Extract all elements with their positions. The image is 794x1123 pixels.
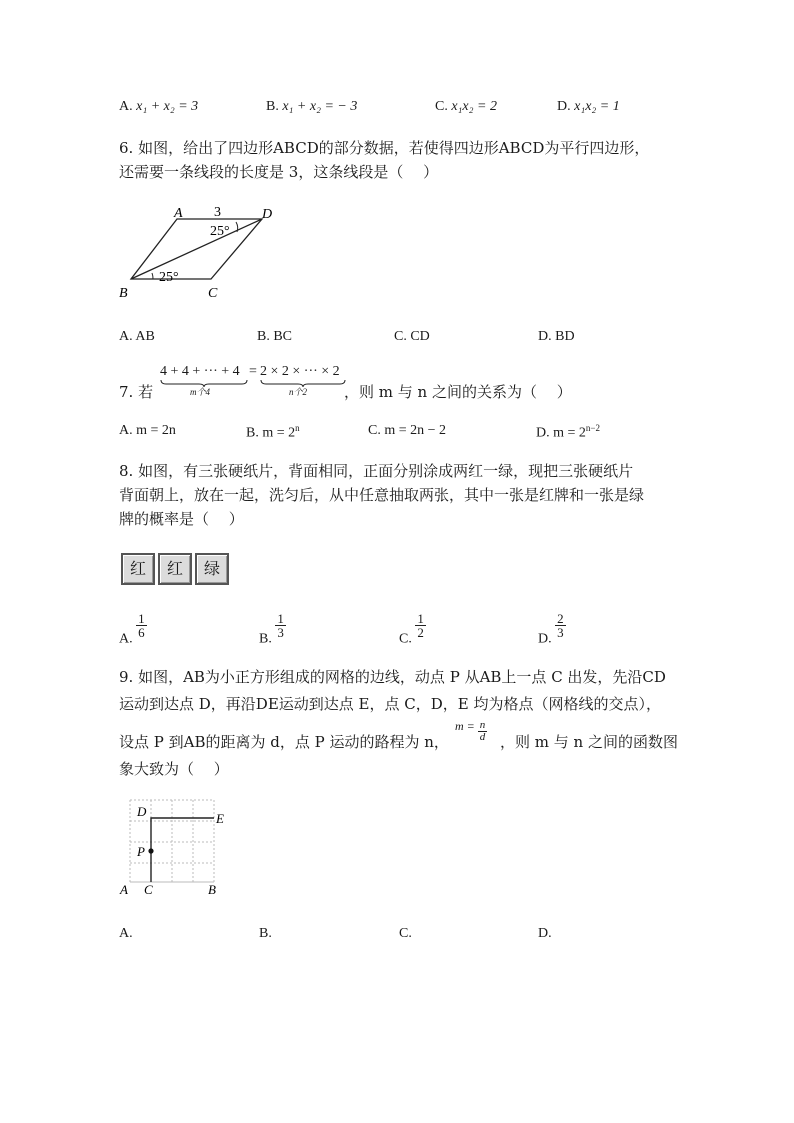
q7-option-d[interactable]	[536, 423, 600, 442]
angle-arc-bottom	[152, 273, 153, 279]
q9-text-line1: 9. 如图，AB为小正方形组成的网格的边线，动点 P 从AB上一点 C 出发，先沿CD	[119, 668, 666, 686]
q8-text-line3: 牌的概率是（ ）	[119, 510, 244, 528]
option-text: B. m = 2	[246, 425, 296, 441]
card-green: 绿	[195, 553, 229, 585]
angle-top-label: 25°	[210, 224, 230, 239]
vertex-b-label: B	[119, 286, 128, 301]
card-red-2: 红	[158, 553, 192, 585]
q8-text-line1: 8. 如图，有三张硬纸片，背面相同，正面分别涂成两红一绿，现把三张硬纸片	[119, 462, 634, 480]
q7-brace-right-label: n个2	[289, 387, 308, 397]
q9-option-a[interactable]: A.	[119, 926, 133, 941]
q9-text-line4: 象大致为（ ）	[119, 760, 229, 778]
option-math: x₁ + x₂ = − 3	[282, 99, 358, 114]
option-math: x₁x₂ = 1	[574, 99, 620, 114]
q8-option-d[interactable]	[538, 612, 566, 648]
label-b: B	[208, 882, 216, 897]
q7-right-product: 2 × 2 × ··· × 2	[260, 364, 340, 379]
option-fraction: $\frac{2}{3}$	[557, 611, 564, 640]
q8-option-b[interactable]	[259, 612, 286, 648]
option-fraction: $\frac{1}{6}$	[138, 611, 145, 640]
option-exponent: n−2	[585, 423, 600, 433]
option-label: B.	[259, 631, 272, 647]
q6-option-b[interactable]: B. BC	[257, 329, 293, 344]
label-e: E	[216, 811, 224, 826]
vertex-d-label: D	[262, 207, 273, 222]
option-exponent: n	[295, 423, 300, 433]
q9-grid-figure	[115, 795, 235, 900]
vertex-a-label: A	[174, 206, 183, 221]
option-label: A.	[119, 631, 133, 647]
fraction-n-over-d: $\frac{n}{d}$	[479, 718, 486, 743]
q6-parallelogram-figure	[115, 200, 290, 305]
label-d: D	[137, 804, 147, 819]
q8-option-c[interactable]	[399, 612, 426, 648]
option-label: B.	[266, 99, 279, 114]
option-label: C.	[399, 631, 412, 647]
q6-text-line1: 6. 如图，给出了四边形ABCD的部分数据，若使得四边形ABCD为平行四边形，	[119, 139, 650, 157]
q7-option-a[interactable]: A. m = 2n	[119, 423, 176, 438]
option-label: D.	[557, 99, 571, 114]
q9-text-line3b: ，则 m 与 n 之间的函数图	[500, 733, 678, 751]
label-p: P	[137, 844, 145, 859]
option-label: C.	[435, 99, 448, 114]
q6-option-d[interactable]: D. BD	[538, 329, 575, 344]
option-label: D.	[538, 631, 552, 647]
option-text: D. m = 2	[536, 425, 586, 441]
side-length-label: 3	[214, 205, 221, 220]
q9-option-c[interactable]: C.	[399, 926, 412, 941]
path-c-d-e	[151, 818, 214, 882]
card-red-1: 红	[121, 553, 155, 585]
option-fraction: $\frac{1}{3}$	[277, 611, 284, 640]
point-p	[148, 848, 153, 853]
q9-option-b[interactable]: B.	[259, 926, 272, 941]
q5-option-c[interactable]	[435, 99, 497, 115]
q7-equals: =	[249, 364, 257, 379]
q7-suffix: ，则 m 与 n 之间的关系为（ ）	[344, 383, 572, 401]
diagonal-bd	[131, 219, 262, 279]
fraction-lhs: m =	[455, 719, 475, 733]
q9-text-line3a: 设点 P 到AB的距离为 d，点 P 运动的路程为 n，	[119, 733, 449, 751]
label-c: C	[144, 882, 153, 897]
vertex-c-label: C	[208, 286, 218, 301]
q5-option-b[interactable]	[266, 99, 357, 115]
angle-bottom-label: 25°	[159, 270, 179, 285]
label-a: A	[120, 882, 128, 897]
q5-option-d[interactable]	[557, 99, 620, 115]
option-math: x₁x₂ = 2	[451, 99, 497, 114]
q6-text-line2: 还需要一条线段的长度是 3，这条线段是（ ）	[119, 163, 439, 181]
q8-option-a[interactable]	[119, 612, 147, 648]
option-math: x₁ + x₂ = 3	[136, 99, 199, 114]
q7-option-c[interactable]: C. m = 2n − 2	[368, 423, 447, 438]
q6-option-c[interactable]: C. CD	[394, 329, 430, 344]
q7-brace-left-label: m个4	[190, 387, 210, 397]
q9-text-line2: 运动到达点 D，再沿DE运动到达点 E，点 C，D，E 均为格点（网格线的交点），	[119, 695, 661, 713]
q9-option-d[interactable]: D.	[538, 926, 552, 941]
q8-text-line2: 背面朝上，放在一起，洗匀后，从中任意抽取两张，其中一张是红牌和一张是绿	[119, 486, 645, 504]
q6-option-a[interactable]: A. AB	[119, 329, 155, 344]
option-fraction: $\frac{1}{2}$	[417, 611, 424, 640]
q7-left-sum: 4 + 4 + ··· + 4	[160, 364, 240, 379]
q9-fraction-expr	[455, 719, 487, 743]
option-label: A.	[119, 99, 133, 114]
q5-option-a[interactable]	[119, 99, 198, 115]
q7-prefix: 7. 若	[119, 383, 154, 401]
q7-option-b[interactable]	[246, 423, 300, 442]
